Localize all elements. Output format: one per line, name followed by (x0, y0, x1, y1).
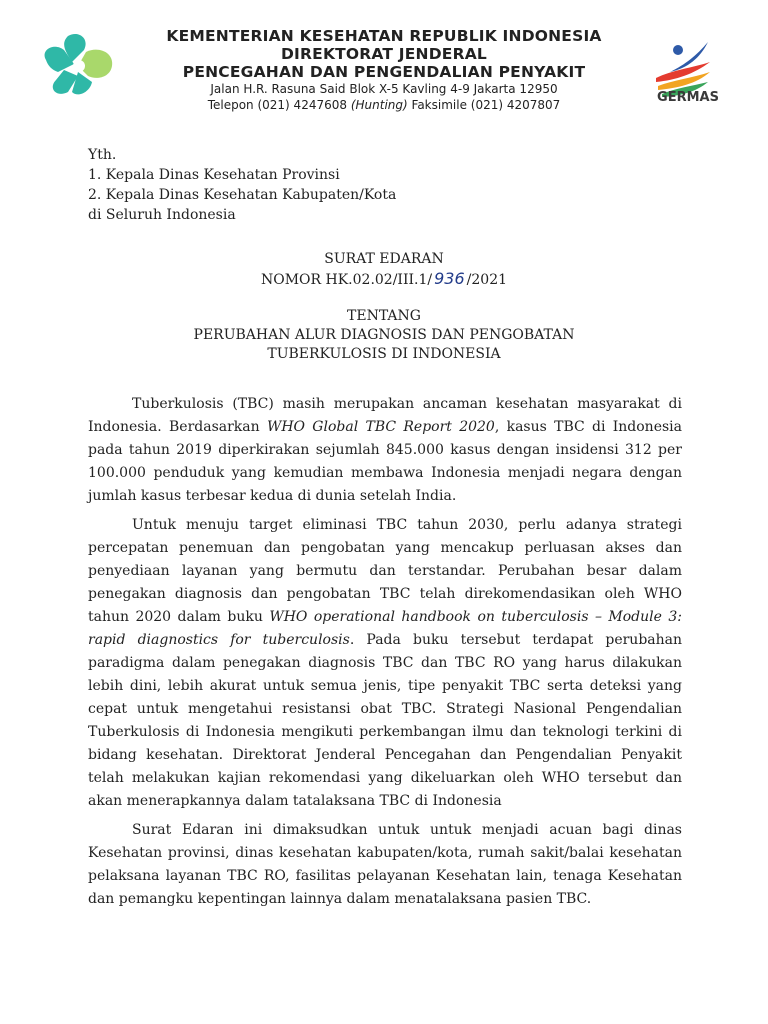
recipient-line-3: di Seluruh Indonesia (88, 207, 236, 223)
office-phone: Telepon (021) 4247608 (Hunting) Faksimile (021) 4207807 (207, 98, 561, 112)
letterhead-text (130, 27, 638, 113)
kemenkes-logo-icon (42, 32, 120, 98)
directorate-subtitle: PENCEGAHAN DAN PENGENDALIAN PENYAKIT (182, 63, 586, 81)
office-address: Jalan H.R. Rasuna Said Blok X-5 Kavling 4-9 Jakarta 12950 (210, 82, 558, 96)
paragraph-3: Surat Edaran ini dimaksudkan untuk untuk menjadi acuan bagi dinas Kesehatan provinsi, dinas kesehatan kabupaten/kota, rumah sakit/balai kesehatan pelaksana layanan TBC RO, fasilitas pelayanan Kesehatan lain, tenaga Kesehatan dan pemangku kepentingan lainnya dalam menatalaksana pasien TBC. (88, 822, 682, 907)
letter-body (88, 393, 682, 917)
tentang-label: TENTANG (347, 308, 421, 324)
recipient-line-1: 1. Kepala Dinas Kesehatan Provinsi (88, 167, 340, 183)
paragraph-1: Tuberkulosis (TBC) masih merupakan ancaman kesehatan masyarakat di Indonesia. Berdasarkan WHO Global TBC Report 2020, kasus TBC di Indonesia pada tahun 2019 diperkirakan sejumlah 845.000 kasus dengan insidensi 312 per 100.000 penduduk yang kemudian membawa Indonesia menjadi negara dengan jumlah kasus terbesar kedua di dunia setelah India. (88, 396, 682, 504)
handwritten-number: 936 (434, 269, 465, 288)
letter-type: SURAT EDARAN (324, 251, 444, 267)
recipient-salutation: Yth. (88, 147, 117, 163)
ministry-name: KEMENTERIAN KESEHATAN REPUBLIK INDONESIA (166, 27, 602, 45)
subject-line-2: TUBERKULOSIS DI INDONESIA (267, 346, 501, 362)
subject-line-1: PERUBAHAN ALUR DIAGNOSIS DAN PENGOBATAN (193, 327, 575, 343)
directorate-name: DIREKTORAT JENDERAL (280, 45, 487, 63)
germas-label: GERMAS (657, 90, 719, 105)
letter-title-block (100, 250, 668, 364)
paragraph-2: Untuk menuju target eliminasi TBC tahun 2030, perlu adanya strategi percepatan penemuan dan pengobatan yang mencakup perluasan akses dan penyediaan layanan yang bermutu dan terstandar. Perubahan besar dalam penegakan diagnosis dan pengobatan TBC telah direkomendasikan oleh WHO tahun 2020 dalam buku WHO operational handbook on tuberculosis – Module 3: rapid diagnostics for tuberculosis. Pada buku tersebut terdapat perubahan paradigma dalam penegakan diagnosis TBC dan TBC RO yang harus dilakukan lebih dini, lebih akurat untuk semua jenis, tipe penyakit TBC serta deteksi yang cepat untuk mengetahui resistansi obat TBC. Strategi Nasional Pengendalian Tuberkulosis di Indonesia mengikuti perkembangan ilmu dan teknologi terkini di bidang kesehatan. Direktorat Jenderal Pencegahan dan Pengendalian Penyakit telah melakukan kajian rekomendasi yang dikeluarkan oleh WHO tersebut dan akan menerapkannya dalam tatalaksana TBC di Indonesia (88, 517, 683, 809)
recipient-block (88, 145, 396, 225)
recipient-line-2: 2. Kepala Dinas Kesehatan Kabupaten/Kota (88, 187, 397, 203)
letter-number: NOMOR HK.02.02/III.1/ 936 /2021 (260, 269, 508, 288)
letterhead (0, 0, 768, 120)
